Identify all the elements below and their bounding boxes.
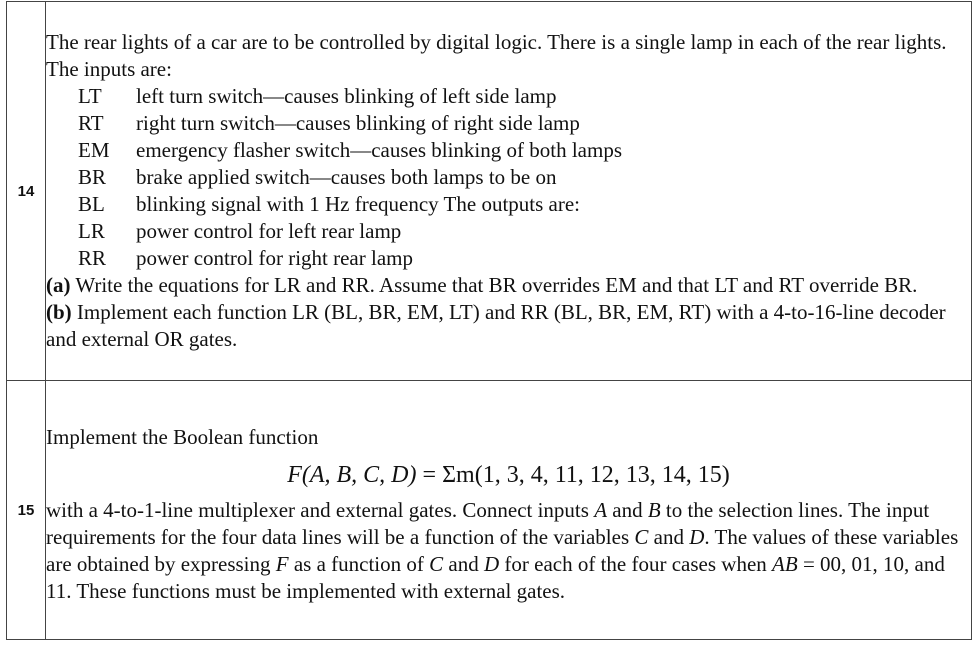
- question-row-14: [7, 2, 972, 381]
- body-text: = 00, 01, 10, and 11. These functions must be implemented with external gates.: [46, 551, 945, 603]
- variable: D: [483, 551, 500, 576]
- signal-list: [46, 83, 971, 272]
- signal-desc: power control for right rear lamp: [136, 246, 413, 270]
- signal-code: LR: [78, 219, 105, 243]
- signal-item: [78, 164, 971, 191]
- signal-item: [78, 110, 971, 137]
- body-text: and: [607, 497, 648, 522]
- question-body: [46, 497, 971, 605]
- formula-eq: =: [416, 461, 443, 488]
- variable: B: [647, 497, 661, 522]
- signal-item: [78, 191, 971, 218]
- signal-desc: left turn switch—causes blinking of left side lamp: [136, 84, 557, 108]
- body-text: as a function of: [288, 551, 430, 576]
- part-a-label: (a): [46, 273, 71, 297]
- question-number: 15: [7, 381, 46, 640]
- part-a-text: Write the equations for LR and RR. Assume that BR overrides EM and that LT and RT override BR.: [70, 273, 918, 297]
- signal-item: [78, 245, 971, 272]
- part-b-label: (b): [46, 300, 72, 324]
- variable: AB: [772, 551, 798, 576]
- body-text: to the selection lines. The input requirements for the four data lines will be a function of the variables: [46, 497, 930, 549]
- part-b: [46, 299, 971, 353]
- variable: A: [594, 497, 608, 522]
- variable: D: [689, 524, 705, 549]
- signal-code: BL: [78, 192, 105, 216]
- boolean-formula: [46, 459, 971, 491]
- question-intro: The rear lights of a car are to be controlled by digital logic. There is a single lamp in each of the rear lights. The inputs are:: [46, 30, 947, 81]
- signal-code: RR: [78, 246, 107, 270]
- signal-code: EM: [78, 138, 110, 162]
- formula-rhs: Σm(1, 3, 4, 11, 12, 13, 14, 15): [442, 461, 730, 488]
- question-content: [46, 2, 972, 381]
- signal-desc: emergency flasher switch—causes blinking of both lamps: [136, 138, 622, 162]
- variable: F: [275, 551, 289, 576]
- signal-item: [78, 218, 971, 245]
- signal-code: BR: [78, 165, 107, 189]
- question-number: 14: [7, 2, 46, 381]
- signal-desc: brake applied switch—causes both lamps to be on: [136, 165, 557, 189]
- signal-code: LT: [78, 84, 102, 108]
- question-content: [46, 381, 972, 640]
- body-text: with a 4-to-1-line multiplexer and external gates. Connect inputs: [46, 497, 595, 522]
- body-text: and: [443, 551, 484, 576]
- variable: C: [429, 551, 444, 576]
- formula-lhs: F(A, B, C, D): [287, 461, 417, 488]
- part-a: [46, 272, 971, 299]
- body-text: and: [648, 524, 690, 549]
- variable: C: [634, 524, 649, 549]
- part-b-text: Implement each function LR (BL, BR, EM, LT) and RR (BL, BR, EM, RT) with a 4-to-16-line decoder and external OR gates.: [46, 300, 946, 351]
- signal-desc: blinking signal with 1 Hz frequency The outputs are:: [136, 192, 581, 216]
- questions-table: [6, 1, 972, 640]
- signal-item: [78, 137, 971, 164]
- signal-item: [78, 83, 971, 110]
- signal-code: RT: [78, 111, 104, 135]
- body-text: for each of the four cases when: [499, 551, 773, 576]
- question-intro: Implement the Boolean function: [46, 424, 319, 449]
- signal-desc: power control for left rear lamp: [136, 219, 402, 243]
- signal-desc: right turn switch—causes blinking of right side lamp: [136, 111, 580, 135]
- body-text: . The values of these variables are obtained by expressing: [46, 524, 959, 576]
- question-row-15: [7, 381, 972, 640]
